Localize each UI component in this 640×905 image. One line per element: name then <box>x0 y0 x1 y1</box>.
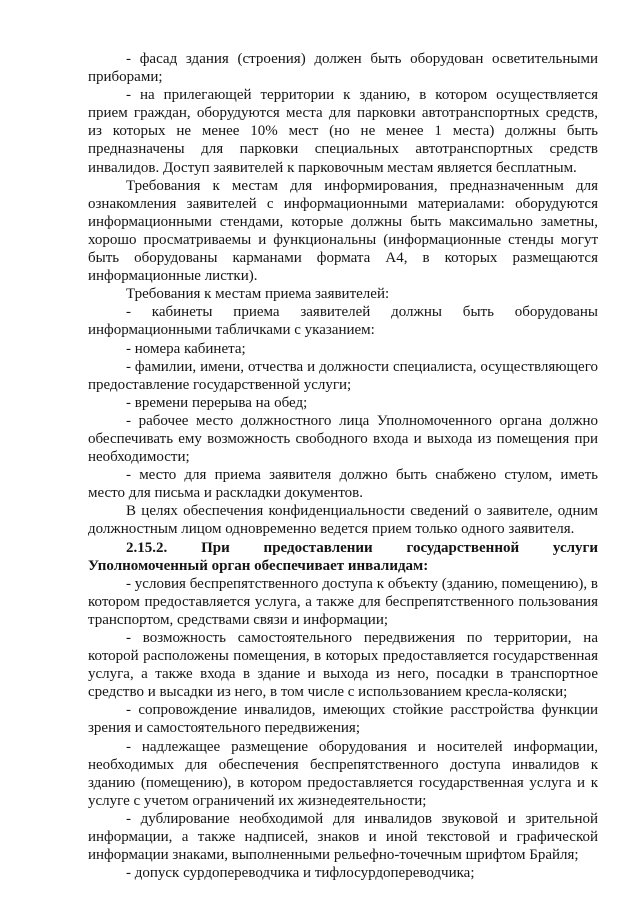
paragraph-reception-requirements: Требования к местам приема заявителей: <box>126 286 390 303</box>
paragraph-info-places: Требования к местам для информирования, предназначенным для ознакомления заявителей с информационными материалами: оборудуются информационными стендами, которые должны быть максимально заметны, хорошо просматриваемы и функциональны (информационные стенды могут быть оборудованы карманами формата А4, в которых размещаются информационные листки). <box>88 177 598 285</box>
section-heading-text: При предоставлении государственной услуги Уполномоченный орган обеспечивает инвалидам: <box>88 539 598 574</box>
paragraph-cabinets: - кабинеты приема заявителей должны быть оборудованы информационными табличками с указанием: <box>88 304 598 339</box>
list-item-braille-duplication: - дублирование необходимой для инвалидов звуковой и зрительной информации, а также надписей, знаков и иной текстовой и графической информации знаками, выполненными рельефно-точечным шрифтом Брайля; <box>88 810 598 864</box>
list-item-movement: - возможность самостоятельного передвижения по территории, на которой расположены помещения, в которых предоставляется государственная услуга, а также входа в здание и выхода из него, посадки в транспортное средство и высадки из него, в том числе с использованием кресла-коляски; <box>88 630 598 701</box>
paragraph-facade-lighting: - фасад здания (строения) должен быть оборудован осветительными приборами; <box>88 51 598 86</box>
document-body <box>88 50 598 882</box>
list-item-access-conditions: - условия беспрепятственного доступа к объекту (зданию, помещению), в котором предоставляется услуга, а также для беспрепятственного пользования транспортом, средствами связи и информации; <box>88 575 598 628</box>
list-item-escort: - сопровождение инвалидов, имеющих стойкие расстройства функции зрения и самостоятельного передвижения; <box>88 702 598 737</box>
paragraph-lunch-break: - времени перерыва на обед; <box>126 394 308 411</box>
section-heading <box>88 539 598 575</box>
list-item-interpreter: - допуск сурдопереводчика и тифлосурдопереводчика; <box>126 865 475 882</box>
paragraph-parking: - на прилегающей территории к зданию, в котором осуществляется прием граждан, оборудуются места для парковки автотранспортных средств, из которых не менее 10% мест (но не менее 1 места) должны быть предназначены для парковки специальных автотранспортных средств инвалидов. Доступ заявителей к парковочным местам является бесплатным. <box>88 87 598 176</box>
paragraph-specialist-name: - фамилии, имени, отчества и должности специалиста, осуществляющего предоставление государственной услуги; <box>88 358 598 393</box>
paragraph-applicant-seat: - место для приема заявителя должно быть снабжено стулом, иметь место для письма и раскладки документов. <box>88 467 598 502</box>
paragraph-confidentiality: В целях обеспечения конфиденциальности сведений о заявителе, одним должностным лицом одновременно ведется прием только одного заявителя. <box>88 503 598 538</box>
section-number: 2.15.2. <box>126 539 168 556</box>
paragraph-workplace: - рабочее место должностного лица Уполномоченного органа должно обеспечивать ему возможность свободного входа и выхода из помещения при необходимости; <box>88 412 598 466</box>
paragraph-cabinet-number: - номера кабинета; <box>126 340 246 357</box>
list-item-equipment-placement: - надлежащее размещение оборудования и носителей информации, необходимых для обеспечения беспрепятственного доступа инвалидов к зданию (помещению), в котором предоставляется государственная услуга и к услуге с учетом ограничений их жизнедеятельности; <box>88 738 598 809</box>
